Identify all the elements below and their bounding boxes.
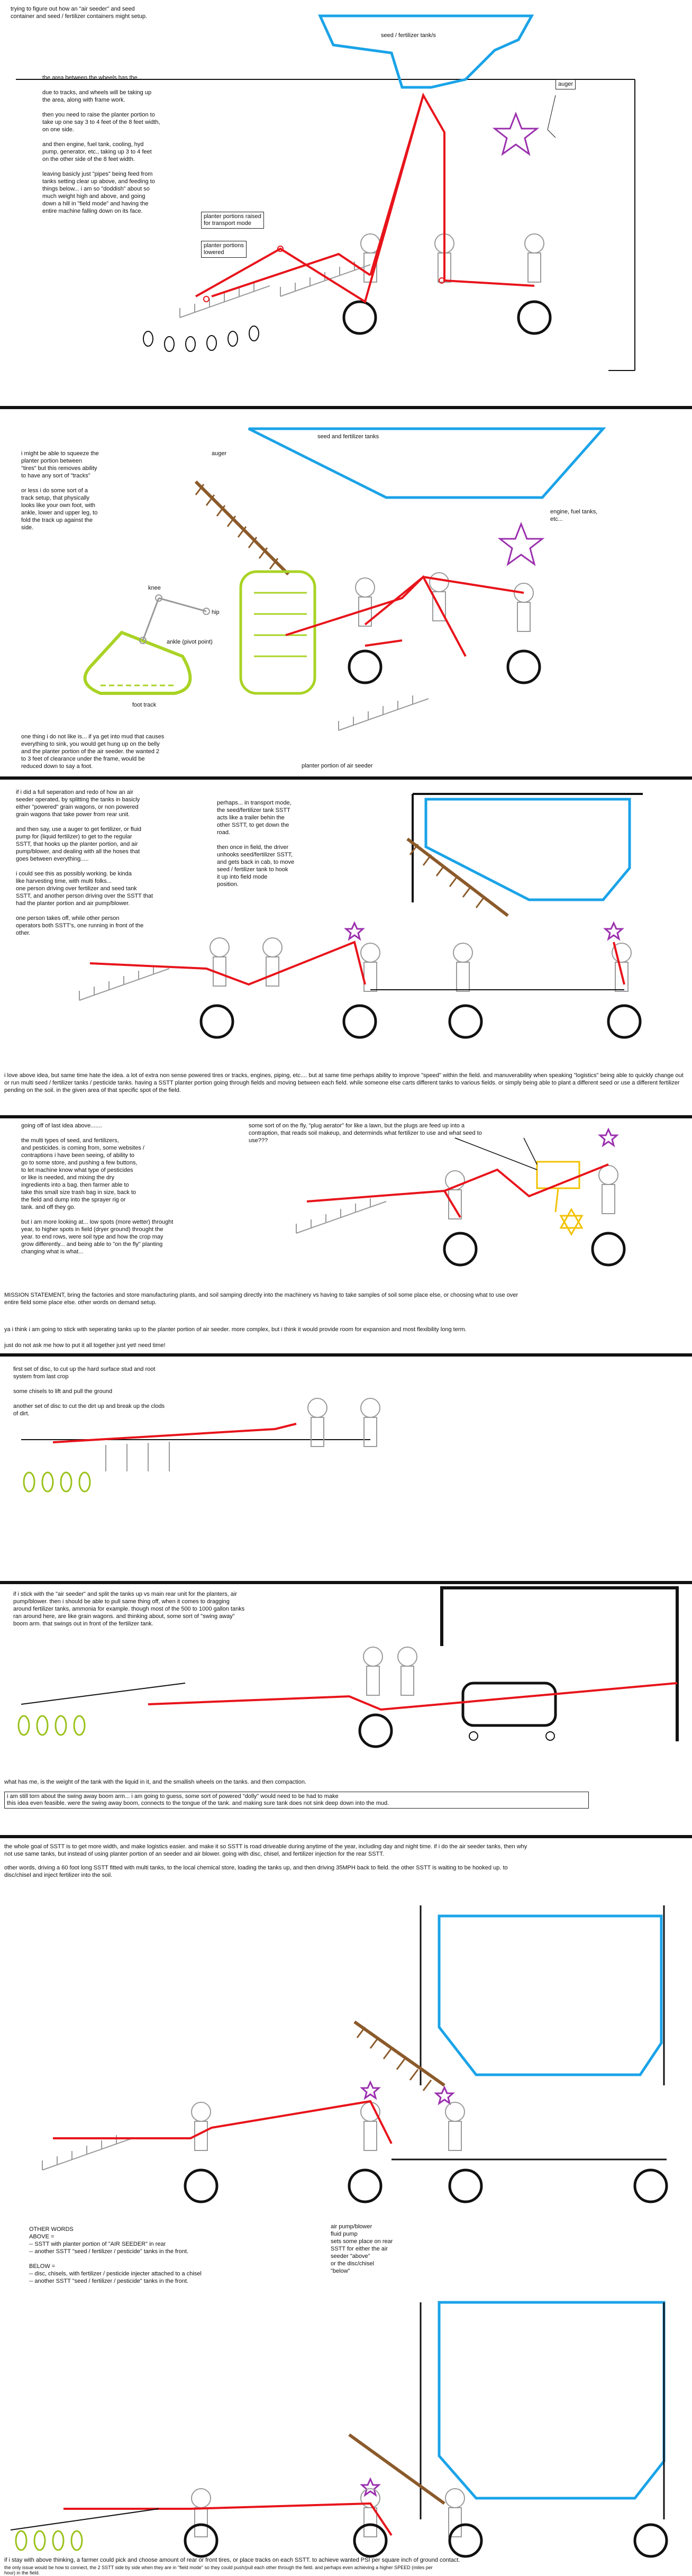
panel2-tank-label: seed and fertilizer tanks [317, 433, 379, 440]
panel7-para2: other words, driving a 60 foot long SSTT fitted with multi tanks, to the local chemical store, loading the tanks up, and then driving 35MPH back to field. the other SSTT is waiting to be hooked up. to disc/chisel and inject fertilizer into the soil. [4, 1865, 508, 1878]
panel1-intro: trying to figure out how an "air seeder" and seed container and seed / fertilizer containers might setup. [11, 6, 148, 20]
panel2-planter-label: planter portion of air seeder [302, 763, 373, 769]
panel4-mission: MISSION STATEMENT, bring the factories and store manufacturing plants, and soil samping directly into the machinery vs having to take samples of soil some place else, or choosing what to use over entire field some place else. other words on demand setup. [4, 1292, 518, 1306]
panel7-final1: if i stay with above thinking, a farmer could pick and choose amount of rear or front tires, or place tracks on each SSTT. to achieve wanted PSI per square inch of ground contact. [4, 2557, 460, 2563]
panel3-notes-mid: perhaps... in transport mode, the seed/fertilizer tank SSTT acts like a trailer behin the other SSTT, to get down the road. then once in field, the driver unhooks seed/fertilizer SSTT, and gets back in cab, to move seed / fertilizer tank to hook it up into field mode position. [217, 800, 295, 888]
panel6-notes: if i stick with the "air seeder" and split the tanks up vs main rear unit for the planters, air pump/blower. then i should be able to pull same thing off, when it comes to dragging around fertilizer tanks, ammonia for example. though most of the 500 to 1000 gallon tanks ran around here, are like grain wagons. and thinking about, some sort of "swing away" boom arm. that swings out in front of the fertilizer tank. [13, 1591, 245, 1627]
panel1-raised-label: planter portions raised for transport mode [201, 212, 264, 229]
panel2-foot-label: foot track [132, 702, 157, 708]
panel2-engine-label: engine, fuel tanks, etc... [550, 509, 598, 522]
panel7-para1: the whole goal of SSTT is to get more width, and make logistics easier. and make it so SSTT is road driveable during anytime of the year, including day and night time. if i do the air seeder tanks, then why not use same tanks, but instead of using planter portion of an seeder and air blower. going with disc, chisel, and fertilizer injection for the rear SSTT. [4, 1843, 527, 1857]
panel5-notes: first set of disc, to cut up the hard surface stud and root system from last crop some chisels to lift and pull the ground another set of disc to cut the dirt up and break up the clods of dirt. [13, 1366, 165, 1417]
panel2-knee-label: knee [148, 585, 161, 591]
panel-5-diagram [0, 1398, 692, 1583]
panel1-lowered-label: planter portions lowered [201, 241, 247, 258]
panel6-boxed-note: i am still torn about the swing away boom arm... i am going to guess, some sort of powered "dolly" would need to be had to make this idea even feasible. were the swing away boom, connects to the tongue of the tank. and making sure tank does not sink deep down into the mud. [4, 1792, 589, 1809]
panel1-notes: the area between the wheels has the... due to tracks, and wheels will be taking up the area, along with frame work. then you need to raise the planter portion to take up one say 3 to 4 feet of the 8 feet width, on one side. and then engine, fuel tank, cooling, hyd pump, generator, etc., taking up 3 to 4 feet on the other side of the 8 feet width. leaving basicly just "pipes" being feed from tanks setting clear up above, and feeding to things below... i am so "doddish" about so much weight high and above, and going down a hill in "field mode" and having the entire machine falling down on its face. [42, 75, 160, 214]
panel2-notes-top: i might be able to squeeze the planter portion between "tires" but this removes ability to have any sort of "tracks" or less i do some sort of a track setup, that physically looks like your own foot, with ankle, lower and upper leg, to fold the track up against the side. [21, 450, 99, 531]
panel4-para3: just do not ask me how to put it all together just yet! need time! [4, 1342, 166, 1349]
panel4-notes-left: going off of last idea above....... the multi types of seed, and fertilizers, and pesticides. is coming from, some websites / contraptions i have been seeing, of ability to go to some store, and pushing a few buttons, to let machine know what type of pesticides or like is needed, and mixing the dry ingredients into a bag. then farmer able to take this small size trash bag in size, back to the field and dump into the sprayer rig or tank. and off they go. but i am more looking at... low spots (more wetter) throught year, to higher spots in field (dryer ground) throught the year. to end rows, were soil type and how the crop may grow differently... and being able to "on the fly" planting changing what is what... [21, 1123, 174, 1255]
panel6-caption: what has me, is the weight of the tank with the liquid in it, and the smallish wheels on the tanks. and then compaction. [4, 1779, 307, 1785]
panel1-auger-label: auger [556, 79, 576, 89]
panel2-auger-label: auger [212, 450, 227, 457]
panel7-pump-note: air pump/blower fluid pump sets some place on rear SSTT for either the air seeder "above" or the disc/chisel "below" [331, 2224, 393, 2274]
panel2-ankle-label: ankle (pivot point) [167, 639, 213, 645]
seed-tank-outline [320, 16, 532, 87]
panel7-final2: the only issue would be how to connect, the 2 SSTT side by side when they are in "field mode" so they could push/pull each other through the field. and perhaps even achieving a higher SPEED (miles per hour) in the field. [4, 2565, 433, 2575]
panel2-hip-label: hip [212, 609, 220, 616]
panel1-tank-label: seed / fertilizer tank/s [381, 32, 436, 39]
panel3-notes-left: if i did a full seperation and redo of how an air seeder operated, by splitting the tanks in basicly either "powered" grain wagons, or non powered grain wagons that take power from rear unit. and then say, use a auger to get fertilizer, or fluid pump for (liquid fertilizer) to get to the regular SSTT, that hooks up the planter portion, and air pump/blower, and dealing with all the hoses that goes between everything..... i could see this as possibly working. be kinda like harvesting time, with multi folks... one person driving over fertilizer and seed tank SSTT, and another person driving over the SSTT that had the planter portion and air pump/blower. one person takes off, while other person operators both SSTT's, one running in front of the other. [16, 789, 153, 936]
panel7-other-words: OTHER WORDS ABOVE = -- SSTT with planter portion of "AIR SEEDER" in rear -- another SSTT "seed / fertilizer / pesticide" tanks in the front. BELOW = -- disc, chisels, with fertilizer / pesticide injecter attached to a chisel -- another SSTT "seed / fertilizer / pesticide" tanks in the front. [29, 2226, 202, 2284]
panel4-para2: ya i think i am going to stick with seperating tanks up to the planter portion of air seeder. more complex, but i think it would provide room for expansion and most flexibility long term. [4, 1326, 467, 1333]
panel-4-diagram [296, 1129, 624, 1265]
panel4-notes-top: some sort of on the fly, "plug aerator" for like a lawn, but the plugs are feed up into a contraption, that reads soil makeup, and determinds what fertilizer to use and what seed to use??? [249, 1123, 482, 1144]
panel2-notes-bottom: one thing i do not like is... if ya get into mud that causes everything to sink, you would get hung up on the belly and the planter portion of the air seeder. the wanted 2 to 3 feet of clearance under the frame, would be reduced down to say a foot. [21, 734, 165, 770]
panel3-paragraph: i love above idea, but same time hate the idea. a lot of extra non sense powered tires or tracks, engines, piping, etc.... but at same time perhaps ability to improve "speed" within the field. and manuverability when speaking "logistics" being able to quickly change out or run multi seed / fertilizer tanks / pesticide tanks. having a SSTT planter portion going through fields and moving between each field. while someone else carts different tanks to various fields. or simply being able to plant a different seed or use a different fertilizer pending on the soil. in the given area of that specific spot of the field. [4, 1072, 684, 1093]
